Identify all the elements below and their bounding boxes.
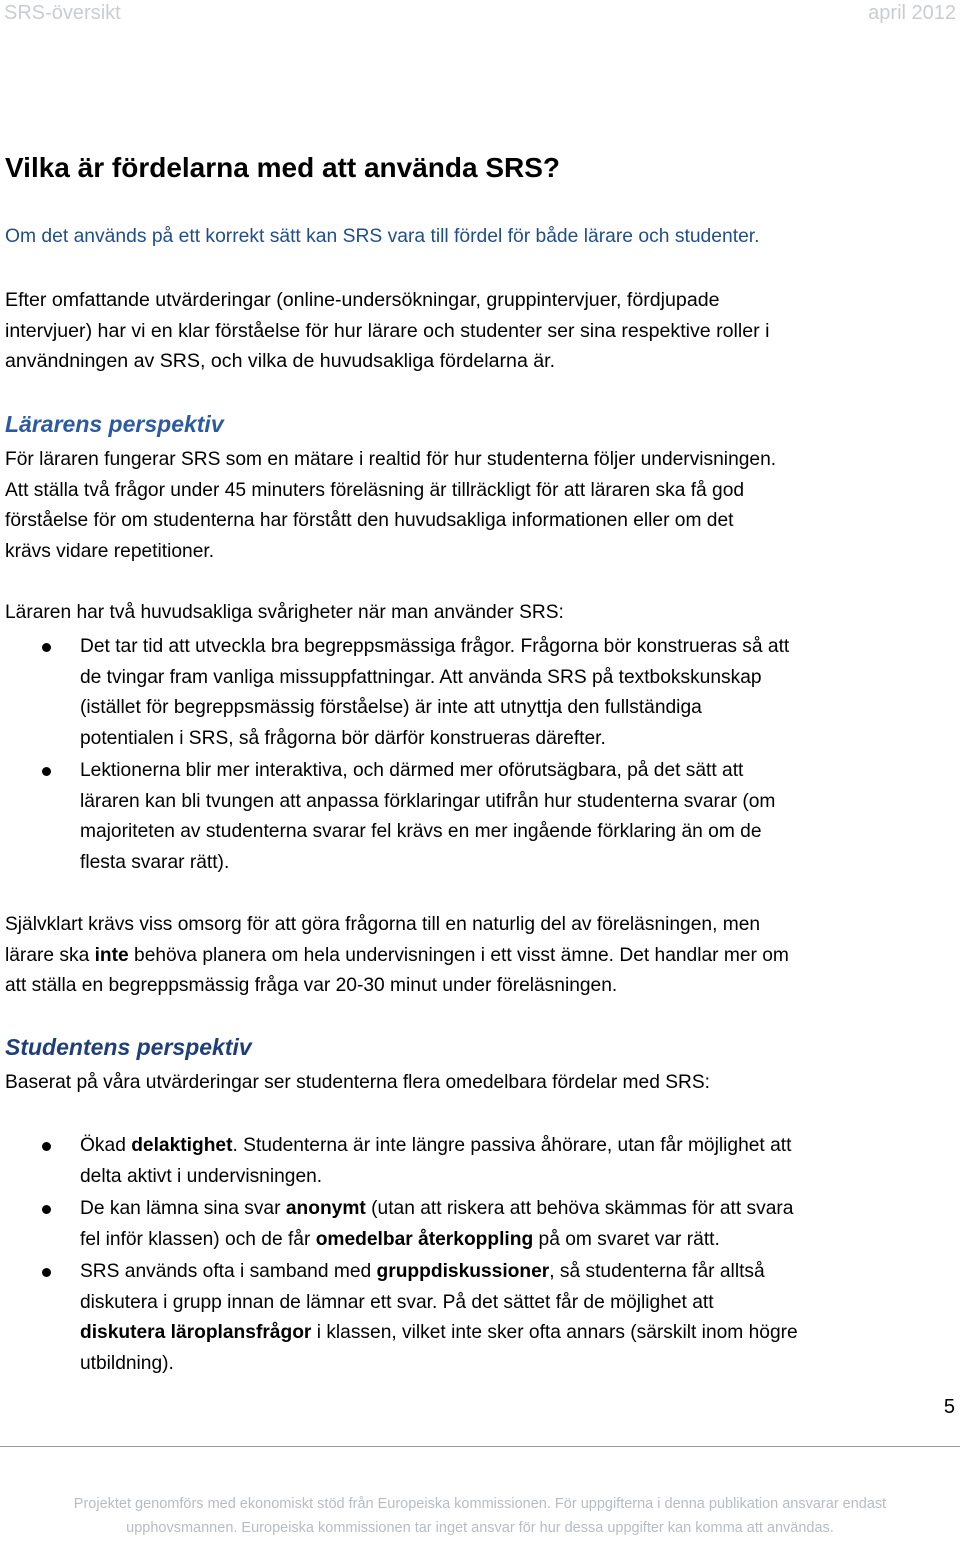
bold-run: anonymt [285, 1198, 366, 1219]
text-run: . Studenterna är inte längre passiva åhörare, utan får möjlighet att delta aktivt i undervisningen. [80, 1135, 792, 1187]
bullet-icon [42, 767, 51, 776]
page-title: Vilka är fördelarna med att använda SRS? [5, 152, 561, 183]
teacher-difficulties-intro: Läraren har två huvudsakliga svårigheter när man använder SRS: [5, 602, 564, 623]
bold-run: delaktighet [131, 1135, 233, 1156]
list-item-text [80, 1131, 940, 1192]
list-item-text [80, 1194, 940, 1255]
intro-paragraph: Efter omfattande utvärderingar (online-undersökningar, gruppintervjuer, fördjupade intervjuer) har vi en klar förståelse för hur lärare och studenter ser sina respektive roller i användningen av SRS, och vilka de huvudsakliga fördelarna är. [5, 289, 770, 372]
conclusion-text: Självklart krävs viss omsorg för att göra frågorna till en naturlig del av föreläsningen, men lärare ska [5, 914, 761, 966]
teacher-paragraph: För läraren fungerar SRS som en mätare i realtid för hur studenterna följer undervisningen. Att ställa två frågor under 45 minuters föreläsning är tillräckligt för att läraren ska få god förståelse för om studenterna har förstått den huvudsakliga informationen eller om det krävs vidare repetitioner. [5, 449, 777, 562]
footer-text [0, 1492, 960, 1540]
bullet-icon [42, 643, 51, 652]
bullet-icon [42, 1142, 51, 1151]
list-item-text: Lektionerna blir mer interaktiva, och därmed mer oförutsägbara, på det sätt att läraren kan bli tvungen att anpassa förklaringar utifrån hur studenterna svarar (om majoriteten av studenterna svarar fel krävs en mer ingående förklaring än om de flesta svarar rätt). [80, 760, 776, 873]
header-right: april 2012 [868, 2, 956, 24]
conclusion-text: behöva planera om hela undervisningen i ett visst ämne. Det handlar mer om att ställa en begreppsmässig fråga var 20-30 minut under föreläsningen. [5, 944, 789, 996]
text-run: Ökad [80, 1135, 132, 1156]
student-heading: Studentens perspektiv [5, 1034, 252, 1060]
text-run: (utan att riskera att behöva skämmas för att svara fel inför klassen) och de får [80, 1198, 794, 1250]
subtitle: Om det används på ett korrekt sätt kan SRS vara till fördel för både lärare och studenter. [5, 226, 760, 247]
bold-run: diskutera läroplansfrågor [80, 1322, 312, 1343]
text-run: SRS används ofta i samband med [80, 1261, 377, 1282]
footer-disclaimer: Projektet genomförs med ekonomiskt stöd från Europeiska kommissionen. För uppgifterna i denna publikation ansvarar endast upphovsmannen. Europeiska kommissionen tar inget ansvar för hur dessa uppgifter kan komma att användas. [73, 1496, 887, 1536]
teacher-conclusion [5, 910, 955, 1002]
list-item-text: Det tar tid att utveckla bra begreppsmässiga frågor. Frågorna bör konstrueras så att de tvingar fram vanliga missuppfattningar. Att använda SRS på textbokskunskap (istället för begreppsmässig förståelse) är inte att utnyttja den fullständiga potentialen i SRS, så frågorna bör därför konstrueras därefter. [80, 636, 790, 749]
conclusion-bold: inte [94, 944, 129, 966]
text-run: , så studenterna får alltså diskutera i grupp innan de lämnar ett svar. På det sättet får de möjlighet att [80, 1261, 765, 1313]
page-number: 5 [943, 1396, 955, 1418]
header-left: SRS-översikt [4, 2, 121, 24]
bold-run: omedelbar återkoppling [315, 1228, 534, 1250]
bullet-icon [42, 1205, 51, 1214]
list-item-text [80, 1257, 940, 1379]
text-run: De kan lämna sina svar [80, 1198, 286, 1219]
bullet-icon [42, 1268, 51, 1277]
bold-run: gruppdiskussioner [376, 1261, 550, 1282]
text-run: på om svaret var rätt. [533, 1228, 720, 1250]
text-run: i klassen, vilket inte sker ofta annars (särskilt inom högre utbildning). [80, 1322, 798, 1374]
teacher-heading: Lärarens perspektiv [5, 411, 224, 437]
student-intro: Baserat på våra utvärderingar ser studenterna flera omedelbara fördelar med SRS: [5, 1072, 710, 1093]
footer-divider [0, 1446, 960, 1447]
